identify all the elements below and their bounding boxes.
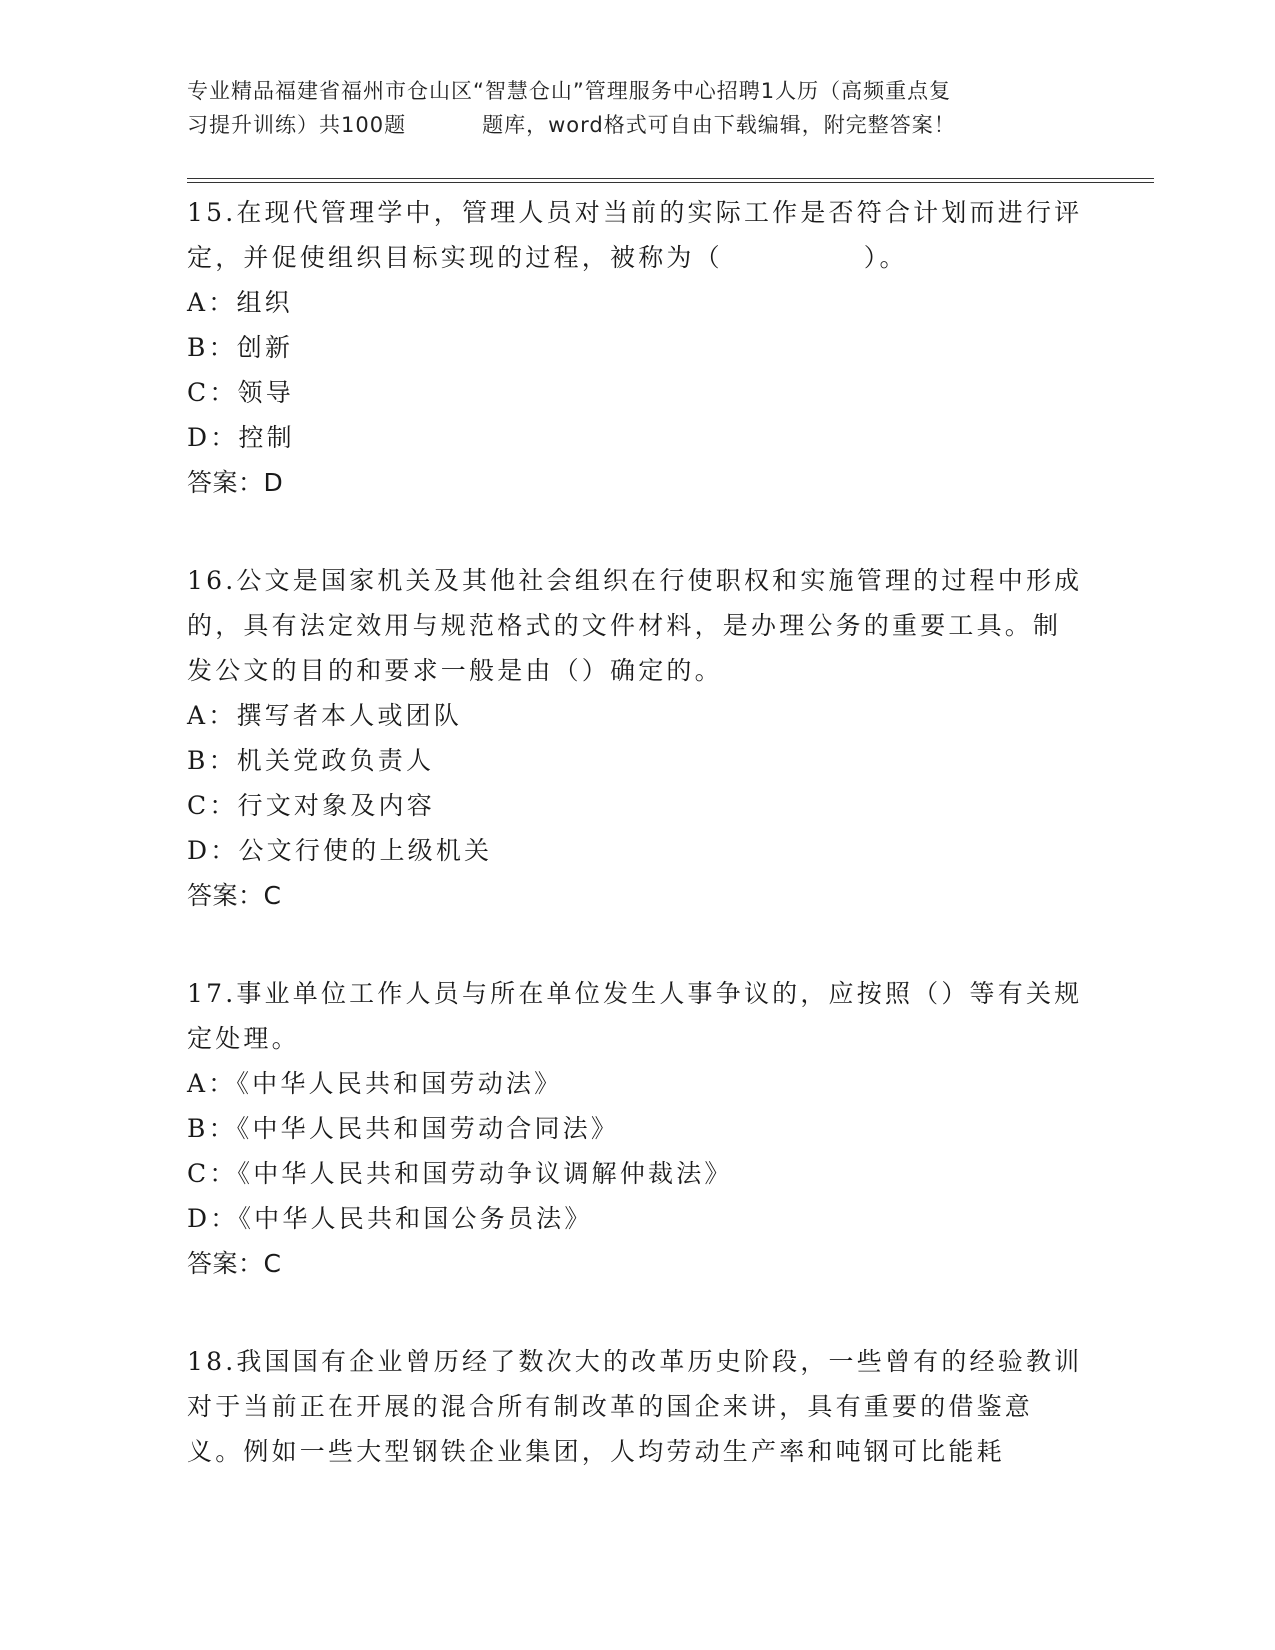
- question-list: [187, 190, 1087, 1527]
- question-16: [187, 558, 1087, 918]
- question-17: [187, 971, 1087, 1286]
- header-line-2-part-2: 题库，word格式可自由下载编辑，附完整答案！: [482, 113, 956, 137]
- header-line-2: [187, 108, 1087, 142]
- question-15: [187, 190, 1087, 505]
- answer: 答案：D: [187, 468, 284, 497]
- option-c: C：领导: [187, 378, 294, 407]
- option-d: D：《中华人民共和国公务员法》: [187, 1204, 593, 1233]
- option-a: A：《中华人民共和国劳动法》: [187, 1069, 563, 1098]
- option-a: A：组织: [187, 288, 293, 317]
- option-c: C：行文对象及内容: [187, 791, 435, 820]
- question-text: 18.我国国有企业曾历经了数次大的改革历史阶段，一些曾有的经验教训对于当前正在开展的混合所有制改革的国企来讲，具有重要的借鉴意义。例如一些大型钢铁企业集团，人均劳动生产率和吨钢可比能耗: [187, 1347, 1083, 1466]
- option-d: D：控制: [187, 423, 295, 452]
- question-18: [187, 1339, 1087, 1474]
- option-b: B：机关党政负责人: [187, 746, 435, 775]
- answer: 答案：C: [187, 1249, 282, 1278]
- option-a: A：撰写者本人或团队: [187, 701, 463, 730]
- header-divider-bottom: [187, 182, 1154, 183]
- header-divider-top: [187, 178, 1154, 179]
- question-text: 16.公文是国家机关及其他社会组织在行使职权和实施管理的过程中形成的，具有法定效用与规范格式的文件材料，是办理公务的重要工具。制发公文的目的和要求一般是由（）确定的。: [187, 566, 1083, 685]
- option-b: B：创新: [187, 333, 294, 362]
- option-b: B：《中华人民共和国劳动合同法》: [187, 1114, 620, 1143]
- document-header: [187, 74, 1087, 142]
- header-line-1: 专业精品福建省福州市仓山区“智慧仓山”管理服务中心招聘1人历（高频重点复: [187, 79, 952, 103]
- question-text: 17.事业单位工作人员与所在单位发生人事争议的，应按照（）等有关规定处理。: [187, 979, 1083, 1053]
- answer: 答案：C: [187, 881, 282, 910]
- question-text: 15.在现代管理学中，管理人员对当前的实际工作是否符合计划而进行评定，并促使组织目标实现的过程，被称为（ ）。: [187, 198, 1083, 272]
- header-line-2-part-1: 习提升训练）共100题: [187, 113, 407, 137]
- option-c: C：《中华人民共和国劳动争议调解仲裁法》: [187, 1159, 733, 1188]
- option-d: D：公文行使的上级机关: [187, 836, 493, 865]
